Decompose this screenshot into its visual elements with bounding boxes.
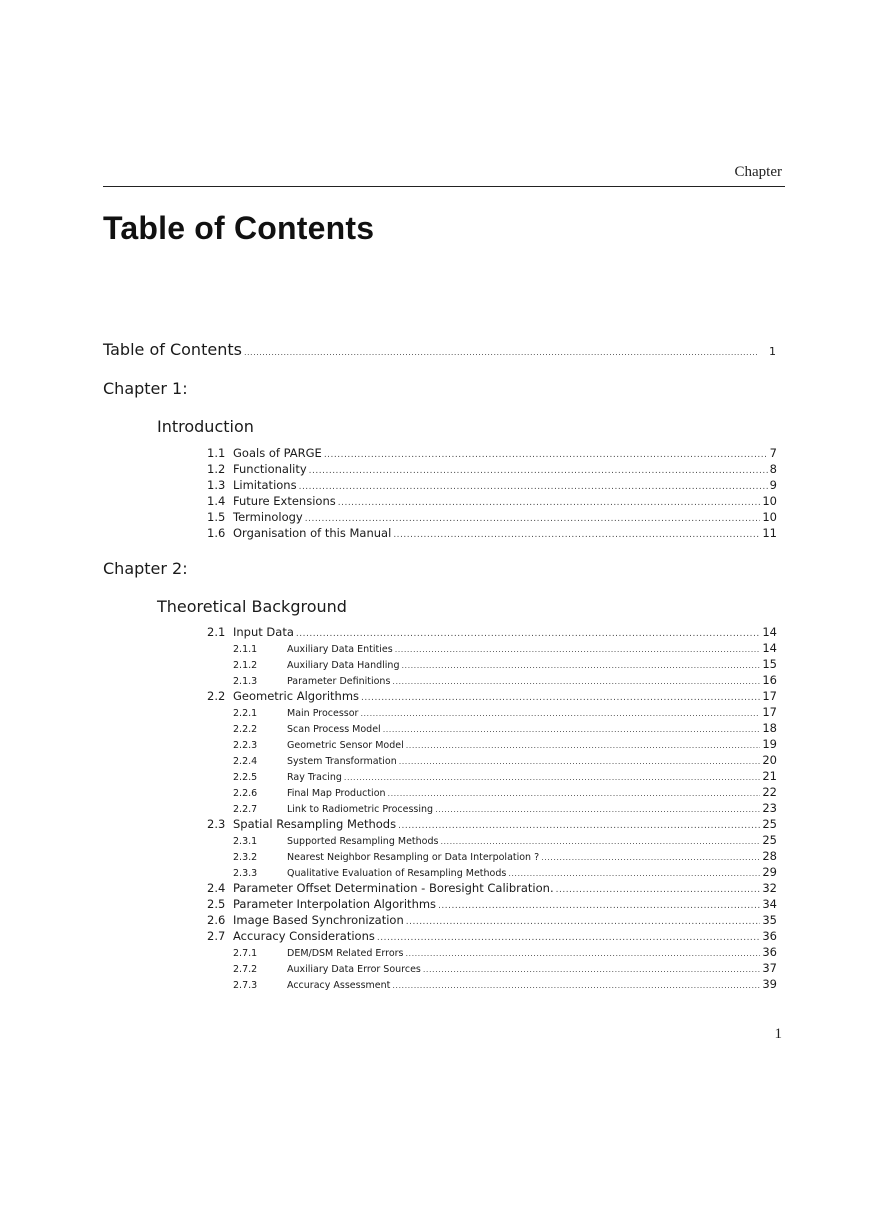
dot-leader <box>438 901 760 911</box>
toc-entry-page: 37 <box>762 961 777 975</box>
toc-entry-page: 29 <box>762 865 777 879</box>
toc-entry-title: Geometric Algorithms <box>233 689 360 703</box>
toc-entry-title: Terminology <box>233 510 303 524</box>
toc-entry-title: Geometric Sensor Model <box>287 740 404 751</box>
toc-entry[interactable] <box>207 446 777 460</box>
dot-leader <box>393 530 760 540</box>
toc-entry[interactable] <box>207 897 777 911</box>
toc-entry-title: Functionality <box>233 462 307 476</box>
toc-entry-title: Supported Resampling Methods <box>287 836 439 847</box>
dot-leader <box>392 981 760 990</box>
dot-leader <box>398 821 760 831</box>
toc-entry-title: Scan Process Model <box>287 724 381 735</box>
toc-entry-number: 2.7.1 <box>233 948 258 959</box>
toc-entry-number: 1.4 <box>207 494 226 508</box>
toc-entry-title: Parameter Offset Determination - Boresight Calibration. <box>233 881 554 895</box>
dot-leader <box>406 917 761 927</box>
toc-entry[interactable] <box>207 929 777 943</box>
dot-leader <box>309 466 768 476</box>
dot-leader <box>440 837 760 846</box>
toc-entry-title: Image Based Synchronization <box>233 913 404 927</box>
toc-entry-page: 32 <box>762 881 777 895</box>
toc-entry-number: 2.2.7 <box>233 804 258 815</box>
toc-entry-number: 2.5 <box>207 897 226 911</box>
toc-entry-top[interactable] <box>103 340 776 359</box>
toc-entry-title: System Transformation <box>287 756 397 767</box>
toc-entry[interactable] <box>233 945 777 959</box>
toc-entry-page: 17 <box>762 705 777 719</box>
toc-entry-title: Nearest Neighbor Resampling or Data Interpolation ? <box>287 852 540 863</box>
toc-entry-number: 2.2.3 <box>233 740 258 751</box>
toc-entry-title: Future Extensions <box>233 494 336 508</box>
toc-entry-title: Table of Contents <box>103 340 242 359</box>
toc-entry-number: 2.3.1 <box>233 836 258 847</box>
header-rule <box>103 186 785 187</box>
toc-entry[interactable] <box>233 833 777 847</box>
toc-entry-page: 7 <box>769 446 777 460</box>
dot-leader <box>296 629 760 639</box>
toc-entry-page: 17 <box>762 689 777 703</box>
dot-leader <box>344 773 760 782</box>
toc-entry-title: Accuracy Considerations <box>233 929 375 943</box>
dot-leader <box>299 482 768 492</box>
toc-entry[interactable] <box>233 977 777 991</box>
toc-entry-number: 2.2.5 <box>233 772 258 783</box>
running-header-chapter: Chapter <box>734 164 782 180</box>
dot-leader <box>388 789 761 798</box>
toc-entry[interactable] <box>207 510 777 524</box>
toc-entry[interactable] <box>233 673 777 687</box>
toc-entry-number: 1.2 <box>207 462 226 476</box>
toc-entry[interactable] <box>207 817 777 831</box>
toc-entry-page: 14 <box>762 625 777 639</box>
toc-entry-page: 25 <box>762 817 777 831</box>
toc-entry-number: 2.7.3 <box>233 980 258 991</box>
toc-entry-title: Main Processor <box>287 708 359 719</box>
toc-entry-title: Qualitative Evaluation of Resampling Methods <box>287 868 507 879</box>
dot-leader <box>383 725 761 734</box>
toc-entry-number: 2.2.2 <box>233 724 258 735</box>
toc-entry-number: 1.1 <box>207 446 226 460</box>
toc-entry[interactable] <box>207 881 777 895</box>
toc-entry-number: 1.6 <box>207 526 226 540</box>
toc-entry[interactable] <box>233 721 777 735</box>
toc-entry[interactable] <box>233 737 777 751</box>
toc-entry-page: 36 <box>762 945 777 959</box>
dot-leader <box>406 741 761 750</box>
dot-leader <box>360 709 760 718</box>
page-title: Table of Contents <box>103 210 375 246</box>
toc-entry-number: 2.3 <box>207 817 226 831</box>
toc-entry-page: 1 <box>769 345 776 358</box>
toc-entry-page: 9 <box>769 478 777 492</box>
toc-entry-number: 2.1.3 <box>233 676 258 687</box>
toc-entry-number: 2.6 <box>207 913 226 927</box>
dot-leader <box>541 853 760 862</box>
toc-entry-title: DEM/DSM Related Errors <box>287 948 404 959</box>
toc-entry-number: 2.4 <box>207 881 226 895</box>
toc-entry[interactable] <box>233 961 777 975</box>
page-number: 1 <box>774 1026 782 1042</box>
toc-entry-number: 2.2.6 <box>233 788 258 799</box>
toc-entry-number: 1.3 <box>207 478 226 492</box>
toc-entry-number: 2.7 <box>207 929 226 943</box>
chapter-1-label: Chapter 1: <box>103 379 188 398</box>
dot-leader <box>508 869 760 878</box>
toc-entry-number: 2.1.2 <box>233 660 258 671</box>
toc-entry-title: Ray Tracing <box>287 772 342 783</box>
toc-entry-page: 19 <box>762 737 777 751</box>
toc-entry-number: 2.1 <box>207 625 226 639</box>
toc-entry[interactable] <box>207 478 777 492</box>
toc-entry-number: 2.2 <box>207 689 226 703</box>
toc-entry[interactable] <box>207 625 777 639</box>
dot-leader <box>305 514 761 524</box>
toc-entry-title: Parameter Definitions <box>287 676 391 687</box>
toc-entry-number: 2.7.2 <box>233 964 258 975</box>
dot-leader <box>338 498 761 508</box>
toc-entry-number: 1.5 <box>207 510 226 524</box>
dot-leader <box>361 693 760 703</box>
toc-entry-title: Auxiliary Data Error Sources <box>287 964 421 975</box>
toc-entry-number: 2.3.3 <box>233 868 258 879</box>
toc-entry[interactable] <box>233 785 777 799</box>
toc-entry-page: 22 <box>762 785 777 799</box>
toc-entry-page: 14 <box>762 641 777 655</box>
toc-entry-title: Organisation of this Manual <box>233 526 392 540</box>
toc-entry-title: Auxiliary Data Handling <box>287 660 400 671</box>
dot-leader <box>377 933 760 943</box>
toc-entry[interactable] <box>233 769 777 783</box>
toc-entry-page: 23 <box>762 801 777 815</box>
toc-entry-page: 16 <box>762 673 777 687</box>
toc-entry-title: Parameter Interpolation Algorithms <box>233 897 437 911</box>
chapter-1-part-title: Introduction <box>157 417 254 436</box>
toc-entry-number: 2.1.1 <box>233 644 258 655</box>
toc-entry-title: Goals of PARGE <box>233 446 322 460</box>
dot-leader <box>435 805 760 814</box>
toc-entry-title: Auxiliary Data Entities <box>287 644 393 655</box>
toc-entry-number: 2.3.2 <box>233 852 258 863</box>
toc-entry-title: Link to Radiometric Processing <box>287 804 434 815</box>
toc-entry-page: 35 <box>762 913 777 927</box>
toc-entry-page: 34 <box>762 897 777 911</box>
toc-entry-page: 18 <box>762 721 777 735</box>
toc-entry-page: 8 <box>769 462 777 476</box>
toc-entry[interactable] <box>207 494 777 508</box>
toc-entry-title: Input Data <box>233 625 294 639</box>
chapter-2-label: Chapter 2: <box>103 559 188 578</box>
dot-leader <box>392 677 760 686</box>
toc-entry-page: 36 <box>762 929 777 943</box>
toc-entry-page: 39 <box>762 977 777 991</box>
toc-entry[interactable] <box>207 462 777 476</box>
toc-entry-number: 2.2.1 <box>233 708 258 719</box>
dot-leader <box>423 965 760 974</box>
dot-leader <box>324 450 768 460</box>
toc-entry[interactable] <box>233 657 777 671</box>
dot-leader <box>244 348 759 357</box>
toc-entry[interactable] <box>233 801 777 815</box>
toc-entry[interactable] <box>207 913 777 927</box>
toc-entry-page: 10 <box>762 510 777 524</box>
toc-entry-number: 2.2.4 <box>233 756 258 767</box>
toc-entry-title: Limitations <box>233 478 297 492</box>
toc-entry-page: 20 <box>762 753 777 767</box>
toc-entry-page: 15 <box>762 657 777 671</box>
toc-entry[interactable] <box>233 865 777 879</box>
toc-entry-title: Spatial Resampling Methods <box>233 817 397 831</box>
toc-entry[interactable] <box>207 526 777 540</box>
toc-entry[interactable] <box>233 705 777 719</box>
dot-leader <box>405 949 760 958</box>
dot-leader <box>399 757 761 766</box>
toc-entry-page: 25 <box>762 833 777 847</box>
toc-entry-page: 21 <box>762 769 777 783</box>
toc-entry[interactable] <box>207 689 777 703</box>
toc-entry-page: 11 <box>762 526 777 540</box>
toc-entry-title: Accuracy Assessment <box>287 980 391 991</box>
chapter-2-part-title: Theoretical Background <box>157 597 347 616</box>
toc-entry-page: 10 <box>762 494 777 508</box>
dot-leader <box>556 885 761 895</box>
toc-entry[interactable] <box>233 849 777 863</box>
toc-entry[interactable] <box>233 753 777 767</box>
dot-leader <box>395 645 761 654</box>
toc-entry-page: 28 <box>762 849 777 863</box>
dot-leader <box>401 661 760 670</box>
toc-entry-title: Final Map Production <box>287 788 386 799</box>
toc-entry[interactable] <box>233 641 777 655</box>
